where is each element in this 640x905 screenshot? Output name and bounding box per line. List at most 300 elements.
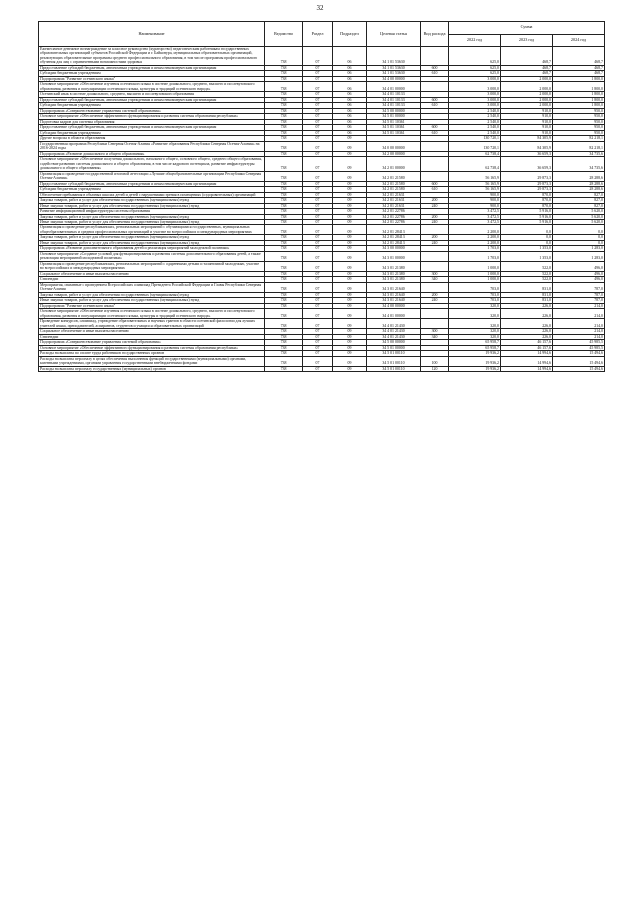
cell-ministry: 738 [265,292,303,297]
cell-2023: 46 157,6 [501,340,553,345]
cell-ministry: 738 [265,214,303,219]
cell-2022: 703,0 [449,282,501,292]
cell-2022: 3 000,0 [449,97,501,102]
cell-2024: 787,0 [553,298,605,303]
cell-name: Расходы на выплаты персоналу государственных (муниципальных) органов [39,366,265,371]
table-row [39,366,605,371]
cell-expense: 120 [421,366,449,371]
cell-target: 34 5 01 00110 [367,351,421,356]
cell-2022: 703,0 [449,292,501,297]
cell-2024: 468,7 [553,65,605,70]
cell-2024: 496,0 [553,277,605,282]
table-row [39,47,605,66]
cell-ministry: 738 [265,108,303,113]
cell-section: 07 [303,130,333,135]
cell-2022: 320,0 [449,319,501,329]
cell-subsection: 09 [333,351,367,356]
cell-section: 07 [303,171,333,181]
cell-2024: 0,0 [553,235,605,240]
cell-name: Организация и проведение республиканских, региональных мероприятий с одаренными детьми и талантливой молодежью, участие во всероссийских и международных мероприятиях [39,261,265,271]
table-body [39,47,605,372]
cell-subsection: 06 [333,92,367,97]
cell-section: 07 [303,203,333,208]
cell-target: 34 3 01 21380 [367,277,421,282]
cell-target: 34 3 00 00000 [367,246,421,251]
cell-2024: 950,0 [553,108,605,113]
cell-target: 34 3 01 21640 [367,282,421,292]
cell-target: 34 0 00 00000 [367,141,421,151]
cell-expense: 610 [421,130,449,135]
cell-2022: 1 000,0 [449,277,501,282]
cell-2023: 831,0 [501,298,553,303]
cell-2024: 28 288,6 [553,181,605,186]
cell-target: 34 5 00 00000 [367,108,421,113]
cell-2024: 214,0 [553,329,605,334]
cell-section: 07 [303,282,333,292]
cell-2024: 787,0 [553,282,605,292]
cell-subsection: 09 [333,261,367,271]
cell-ministry: 738 [265,329,303,334]
cell-name: Социальное обеспечение и иные выплаты населению [39,329,265,334]
cell-subsection: 09 [333,329,367,334]
cell-2024: 214,0 [553,319,605,329]
cell-2024: 950,0 [553,130,605,135]
cell-2023: 468,7 [501,65,553,70]
cell-subsection: 09 [333,334,367,339]
cell-target: 34 2 01 21580 [367,171,421,181]
cell-section: 07 [303,157,333,171]
cell-expense [421,47,449,66]
cell-2024: 950,0 [553,125,605,130]
cell-2022: 2 200,0 [449,225,501,235]
cell-2024: 0,0 [553,240,605,245]
cell-2022: 130 720,1 [449,136,501,141]
cell-expense: 610 [421,187,449,192]
col-header-ministry: Ведомство [265,22,303,47]
cell-name: Расходы на выплаты по оплате труда работников государственных органов [39,351,265,356]
cell-2022: 3 000,0 [449,92,501,97]
cell-section: 07 [303,151,333,156]
cell-target: 34 2 01 21580 [367,181,421,186]
cell-2022: 3 000,0 [449,103,501,108]
cell-ministry: 738 [265,225,303,235]
cell-2024: 34 735,6 [553,157,605,171]
cell-section: 07 [303,240,333,245]
cell-name: Основное мероприятие «Обеспечение эффективного функционирования и развития системы образования республики» [39,114,265,119]
col-header-sum: Сумма [449,22,605,35]
cell-2023: 0,0 [501,235,553,240]
cell-target: 34 5 01 00000 [367,345,421,350]
cell-ministry: 738 [265,171,303,181]
cell-2022: 320,0 [449,309,501,319]
cell-ministry: 738 [265,125,303,130]
cell-name: Предоставление субсидий бюджетным, автономным учреждениям и иным некоммерческим организациям [39,65,265,70]
cell-2023: 29 873,3 [501,187,553,192]
table-row [39,282,605,292]
table-row [39,141,605,151]
cell-ministry: 738 [265,366,303,371]
cell-2024: 214,0 [553,334,605,339]
cell-2024: 214,0 [553,303,605,308]
cell-2023: 226,0 [501,309,553,319]
cell-name: Закупка товаров, работ и услуг для обеспечения государственных (муниципальных) нужд [39,292,265,297]
cell-2022: 3 000,0 [449,76,501,81]
cell-target: 34 2 01 22786 [367,214,421,219]
cell-section: 07 [303,47,333,66]
cell-2023: 910,0 [501,125,553,130]
cell-name: Предоставление субсидий бюджетным, автономным учреждениям и иным некоммерческим организациям [39,125,265,130]
cell-section: 07 [303,209,333,214]
cell-target: 34 2 01 21580 [367,187,421,192]
table-row [39,319,605,329]
cell-section: 07 [303,141,333,151]
cell-subsection: 09 [333,181,367,186]
cell-section: 07 [303,334,333,339]
cell-ministry: 738 [265,277,303,282]
cell-2022: 900,0 [449,203,501,208]
cell-2022: 62 738,4 [449,151,501,156]
cell-name: Осетинский язык в системе дошкольного, среднего, высшего и послевузовского образования [39,92,265,97]
table-header [39,22,605,47]
cell-target: 34 5 01 00000 [367,114,421,119]
cell-expense [421,261,449,271]
cell-expense: 200 [421,235,449,240]
cell-2023: 226,0 [501,303,553,308]
cell-2024: 82 218,1 [553,141,605,151]
cell-ministry: 738 [265,303,303,308]
cell-2023: 84 305,9 [501,136,553,141]
cell-ministry: 738 [265,246,303,251]
cell-name: Подпрограмма «Развитие дополнительного образования детей и реализация мероприятий молодежной политики» [39,246,265,251]
cell-2023: 468,7 [501,47,553,66]
cell-ministry: 738 [265,235,303,240]
cell-name: Иные закупки товаров, работ и услуг для обеспечения государственных (муниципальных) нужд [39,219,265,224]
cell-target: 34 5 01 10361 [367,130,421,135]
cell-subsection: 09 [333,345,367,350]
cell-2023: 29 873,3 [501,181,553,186]
cell-subsection: 06 [333,47,367,66]
cell-target: 34 2 01 21631 [367,198,421,203]
cell-target: 34 5 00 00000 [367,340,421,345]
cell-name: Организация и проведение государственной итоговой аттестации «Лучшие общеобразовательные организации Республики Северная Осетия-Алания» [39,171,265,181]
cell-section: 07 [303,298,333,303]
cell-section: 07 [303,76,333,81]
cell-2022: 900,0 [449,198,501,203]
col-header-expense: Вид расхода [421,22,449,47]
cell-section: 07 [303,303,333,308]
cell-ministry: 738 [265,356,303,366]
cell-subsection: 09 [333,235,367,240]
cell-subsection: 09 [333,366,367,371]
cell-expense: 610 [421,71,449,76]
cell-2023: 0,0 [501,240,553,245]
cell-ministry: 738 [265,157,303,171]
cell-name: Стипендии [39,334,265,339]
cell-section: 07 [303,261,333,271]
cell-2022: 130 720,1 [449,141,501,151]
cell-name: Другие вопросы в области образования [39,136,265,141]
cell-name: Предоставление субсидий бюджетным, автономным учреждениям и иным некоммерческим организациям [39,181,265,186]
cell-section: 07 [303,345,333,350]
cell-expense: 100 [421,356,449,366]
cell-expense [421,309,449,319]
cell-2023: 870,0 [501,192,553,197]
cell-2022: 2 540,0 [449,119,501,124]
cell-section: 07 [303,246,333,251]
cell-target: 34 4 01 21430 [367,334,421,339]
cell-2024: 45 985,5 [553,345,605,350]
cell-target: 34 2 00 00000 [367,151,421,156]
cell-expense: 600 [421,97,449,102]
col-header-2022: 2022 год [449,34,501,47]
cell-2024: 15 494,6 [553,351,605,356]
cell-ministry: 738 [265,198,303,203]
table-row [39,356,605,366]
cell-ministry: 738 [265,298,303,303]
cell-section: 07 [303,71,333,76]
cell-target: 34 1 01 53630 [367,71,421,76]
cell-subsection: 06 [333,103,367,108]
cell-target: 34 4 00 00000 [367,303,421,308]
col-header-2024: 2024 год [553,34,605,47]
cell-2023: 226,0 [501,329,553,334]
cell-ministry: 738 [265,251,303,261]
cell-subsection: 09 [333,198,367,203]
cell-2022: 3 472,5 [449,219,501,224]
cell-name: Закупка товаров, работ и услуг для обеспечения государственных (муниципальных) нужд [39,198,265,203]
table-row [39,225,605,235]
cell-ministry: 738 [265,345,303,350]
cell-ministry: 738 [265,271,303,276]
cell-ministry: 738 [265,151,303,156]
cell-2023: 910,0 [501,114,553,119]
cell-ministry: 738 [265,209,303,214]
cell-2022: 2 540,0 [449,125,501,130]
cell-expense [421,319,449,329]
cell-name: Подготовка кадров для системы образования [39,119,265,124]
cell-section: 07 [303,136,333,141]
cell-ministry: 738 [265,340,303,345]
cell-name: Основное мероприятие «Обеспечение изучения осетинского языка в системе дошкольного, среднего, высшего и послевузовского образования, развития и популяризации осетинского языка, культуры и традиций осетинского народа» [39,309,265,319]
cell-2022: 56 165,9 [449,171,501,181]
cell-2023: 910,0 [501,108,553,113]
cell-2022: 3 472,5 [449,209,501,214]
cell-subsection: 06 [333,130,367,135]
cell-expense [421,141,449,151]
cell-2022: 19 936,2 [449,356,501,366]
cell-section: 07 [303,309,333,319]
cell-2024: 1 283,0 [553,246,605,251]
cell-2024: 34 735,6 [553,151,605,156]
cell-expense: 240 [421,298,449,303]
cell-target: 34 4 00 00000 [367,76,421,81]
cell-section: 07 [303,97,333,102]
table-row [39,157,605,171]
cell-2022: 2 540,0 [449,114,501,119]
cell-ministry: 738 [265,319,303,329]
cell-section: 07 [303,125,333,130]
cell-name: Подпрограмма «Совершенствование управления системой образования» [39,108,265,113]
cell-2022: 3 000,0 [449,82,501,92]
cell-section: 07 [303,356,333,366]
cell-ministry: 738 [265,92,303,97]
cell-ministry: 738 [265,141,303,151]
cell-2023: 36 659,3 [501,151,553,156]
cell-2022: 56 165,9 [449,187,501,192]
cell-2024: 496,0 [553,271,605,276]
col-header-subsection: Подраздел [333,22,367,47]
cell-2024: 950,0 [553,119,605,124]
cell-2022: 1 000,0 [449,271,501,276]
cell-2024: 827,0 [553,203,605,208]
cell-2022: 320,0 [449,329,501,334]
cell-target: 34 2 01 21631 [367,192,421,197]
cell-subsection: 09 [333,214,367,219]
cell-subsection: 06 [333,114,367,119]
cell-expense [421,157,449,171]
cell-section: 07 [303,65,333,70]
cell-2022: 625,0 [449,65,501,70]
cell-subsection: 09 [333,192,367,197]
cell-2024: 0,0 [553,225,605,235]
cell-2023: 870,0 [501,198,553,203]
cell-target: 34 4 01 10133 [367,92,421,97]
cell-name: Субсидии бюджетным учреждениям [39,103,265,108]
cell-subsection: 06 [333,71,367,76]
cell-2023: 5 916,0 [501,219,553,224]
cell-2024: 1 800,0 [553,92,605,97]
cell-target: 34 5 01 10361 [367,119,421,124]
cell-2022: 65 958,7 [449,340,501,345]
cell-target: 34 5 01 10361 [367,125,421,130]
cell-expense: 610 [421,103,449,108]
cell-expense [421,171,449,181]
cell-ministry: 738 [265,187,303,192]
cell-target: 34 4 01 10133 [367,103,421,108]
cell-subsection: 06 [333,119,367,124]
cell-section: 07 [303,319,333,329]
cell-name: Основное мероприятие «Обеспечение изучения осетинского языка в системе дошкольного, среднего, высшего и послевузовского образования, развития и популяризации осетинского языка, культуры и традиций осетинского народа» [39,82,265,92]
cell-expense: 340 [421,277,449,282]
cell-section: 07 [303,198,333,203]
cell-2023: 84 305,9 [501,141,553,151]
cell-target: 34 3 01 21380 [367,261,421,271]
cell-2024: 5 620,0 [553,219,605,224]
cell-subsection: 09 [333,292,367,297]
cell-target: 34 4 01 21430 [367,329,421,334]
cell-2024: 787,0 [553,292,605,297]
cell-2022: 56 165,9 [449,181,501,186]
cell-section: 07 [303,187,333,192]
cell-ministry: 738 [265,181,303,186]
cell-section: 07 [303,251,333,261]
cell-subsection: 09 [333,340,367,345]
cell-ministry: 738 [265,351,303,356]
cell-ministry: 738 [265,136,303,141]
cell-name: Развитие информационной инфраструктуры системы образования [39,209,265,214]
cell-expense: 600 [421,125,449,130]
cell-name: Закупка товаров, работ и услуг для обеспечения государственных (муниципальных) нужд [39,214,265,219]
cell-2022: 2 540,0 [449,108,501,113]
cell-expense: 240 [421,219,449,224]
cell-subsection: 06 [333,82,367,92]
cell-2023: 14 994,6 [501,356,553,366]
cell-name: Основное мероприятие «Обеспечение получения дошкольного, начального общего, основного общего, среднего общего образования, содействие развитию системы дошкольного и общего образования, в том числе кадрового потенциала, развитие инфраструктуры дошкольного и общего образования» [39,157,265,171]
cell-2024: 496,0 [553,261,605,271]
cell-expense: 300 [421,271,449,276]
cell-2024: 5 620,0 [553,214,605,219]
cell-2024: 214,0 [553,309,605,319]
cell-ministry: 738 [265,240,303,245]
cell-name: Субсидии бюджетным учреждениям [39,71,265,76]
cell-2023: 226,0 [501,319,553,329]
cell-name: Проведение конкурсов, олимпиад, учреждение образовательных и научных грантов в области осетинской филологии для лучших учителей языка, преподавателей, аспирантов, студентов и учащихся образовательных организаций [39,319,265,329]
cell-subsection: 09 [333,298,367,303]
cell-subsection: 09 [333,240,367,245]
cell-expense [421,225,449,235]
cell-ministry: 738 [265,203,303,208]
cell-2024: 468,7 [553,71,605,76]
cell-target: 34 1 01 53630 [367,47,421,66]
cell-ministry: 738 [265,119,303,124]
cell-subsection: 09 [333,151,367,156]
cell-ministry: 738 [265,47,303,66]
cell-2022: 2 200,0 [449,240,501,245]
cell-name: Подпрограмма "Развитие осетинского языка" [39,76,265,81]
cell-2022: 900,0 [449,192,501,197]
cell-2023: 910,0 [501,119,553,124]
cell-2023: 14 994,6 [501,366,553,371]
cell-name: Иные закупки товаров, работ и услуг для обеспечения государственных (муниципальных) нужд [39,240,265,245]
table-row [39,309,605,319]
cell-2023: 2 000,0 [501,97,553,102]
cell-2023: 2 000,0 [501,76,553,81]
cell-target: 34 2 01 28413 [367,225,421,235]
cell-target: 34 2 01 21631 [367,203,421,208]
cell-section: 07 [303,292,333,297]
cell-subsection: 06 [333,125,367,130]
cell-2022: 1 703,0 [449,246,501,251]
cell-target: 34 3 01 00000 [367,251,421,261]
cell-section: 07 [303,214,333,219]
cell-section: 07 [303,92,333,97]
cell-2023: 870,0 [501,203,553,208]
cell-name: Субсидии бюджетным учреждениям [39,130,265,135]
cell-name: Стипендии [39,277,265,282]
cell-2023: 522,0 [501,271,553,276]
cell-name: Обеспечение пребывания в обычных школах детей и детей с нарушениями зрения в помещениях (оздоровительных) организаций [39,192,265,197]
cell-ministry: 738 [265,282,303,292]
cell-section: 07 [303,235,333,240]
cell-subsection: 06 [333,108,367,113]
col-header-section: Раздел [303,22,333,47]
cell-2022: 1 000,0 [449,261,501,271]
table-row [39,251,605,261]
cell-subsection: 06 [333,76,367,81]
cell-2023: 5 916,0 [501,214,553,219]
cell-ministry: 738 [265,334,303,339]
cell-section: 07 [303,225,333,235]
cell-2024: 1 800,0 [553,76,605,81]
cell-target: 34 2 01 22786 [367,219,421,224]
cell-ministry: 738 [265,103,303,108]
cell-name: Субсидии бюджетным учреждениям [39,187,265,192]
cell-subsection: 09 [333,271,367,276]
cell-subsection: 09 [333,225,367,235]
cell-target: 34 4 01 21430 [367,319,421,329]
cell-subsection: 09 [333,219,367,224]
cell-name: Ежемесячное денежное вознаграждение за классное руководство (кураторство) педагогическим работникам государственных образовательных организаций субъектов Российской Федерации и г. Байконура, муниципальных образовательных организаций, реализующих образовательные программы среднего профессионального образования, в том числе программы профессионального обучения для лиц с ограниченными возможностями здоровья [39,47,265,66]
